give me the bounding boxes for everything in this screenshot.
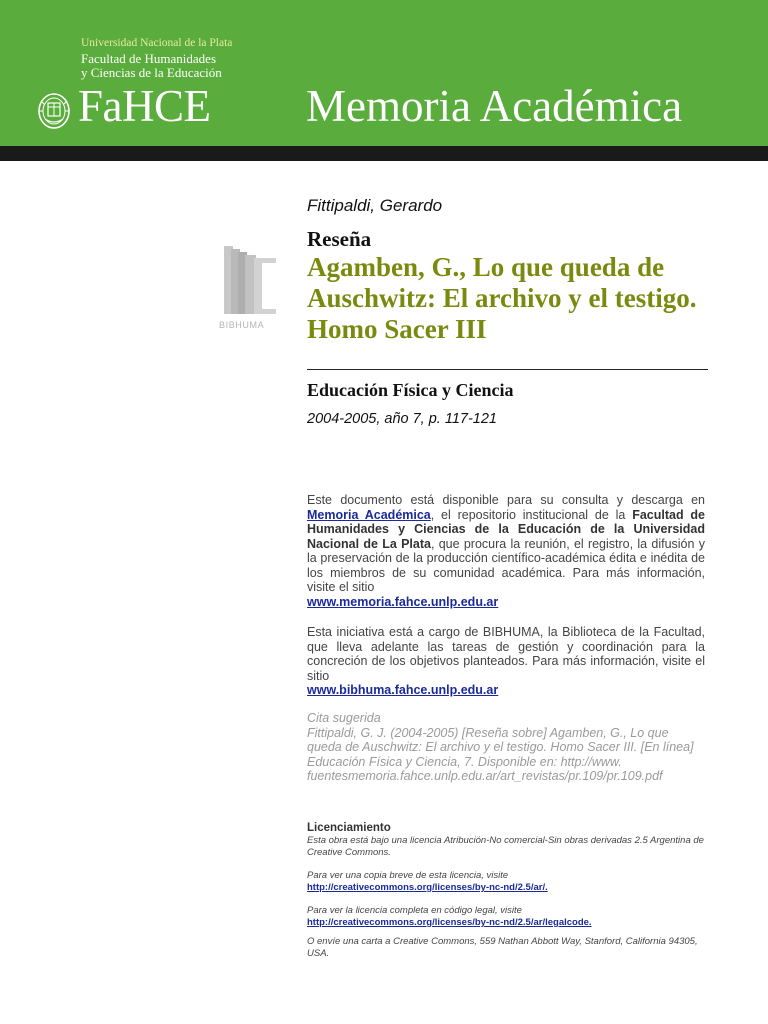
license-heading: Licenciamiento — [307, 822, 391, 834]
bibhuma-url-link[interactable]: www.bibhuma.fahce.unlp.edu.ar — [307, 683, 499, 697]
institution-name: Facultad de Humanidades y Ciencias de la Educación de la Universidad Nacional de La Plata — [307, 507, 705, 551]
license-section — [307, 822, 705, 960]
bibhuma-logo-text: BIBHUMA — [219, 320, 265, 330]
repository-title: Memoria Académica — [306, 81, 683, 131]
license-legalcode-link[interactable]: http://creativecommons.org/licenses/by-nc-nd/2.5/ar/legalcode. — [307, 917, 592, 928]
faculty-name-line1: Facultad de Humanidades — [81, 51, 217, 66]
document-type: Reseña — [307, 227, 372, 251]
license-mail-text: O envíe una carta a Creative Commons, 559 Nathan Abbott Way, Stanford, California 94305, USA. — [307, 936, 698, 959]
university-name: Universidad Nacional de la Plata — [81, 37, 233, 49]
publication-details: 2004-2005, año 7, p. 117-121 — [307, 411, 498, 427]
license-full-text: Para ver la licencia completa en código legal, visite — [307, 905, 522, 916]
author-name: Fittipaldi, Gerardo — [307, 196, 443, 215]
university-seal-icon — [36, 92, 72, 130]
journal-name: Educación Física y Ciencia — [307, 380, 514, 400]
fahce-brand: FaHCE — [78, 81, 211, 131]
availability-repo-text: , el repositorio institucional de la — [430, 507, 626, 522]
bibhuma-logo-icon — [218, 243, 284, 333]
faculty-name-line2: y Ciencias de la Educación — [81, 65, 222, 80]
memoria-academica-link[interactable]: Memoria Académica — [307, 507, 431, 522]
availability-purpose: , que procura la reunión, el registro, la difusión y la preservación de la producción científico-académica édita e inédita de los miembros de su comunidad académica. Para más información, visite el sitio — [307, 536, 705, 594]
license-short-text: Para ver una copia breve de esta licencia, visite — [307, 870, 509, 881]
availability-intro: Este documento está disponible para su consulta y descarga en — [307, 493, 705, 507]
memoria-url-link[interactable]: www.memoria.fahce.unlp.edu.ar — [307, 594, 499, 609]
header-band — [0, 0, 768, 146]
availability-paragraph — [307, 493, 705, 609]
citation-text: Fittipaldi, G. J. (2004-2005) [Reseña sobre] Agamben, G., Lo que queda de Auschwitz: El archivo y el testigo. Homo Sacer III. [En línea] Educación Física y Ciencia, 7. Disponible en: http://www. fuentesmemoria.fahce.unlp.edu.ar/art_revistas/pr.109/pr.109.pdf — [307, 725, 694, 783]
header-divider — [0, 146, 768, 161]
license-short-link[interactable]: http://creativecommons.org/licenses/by-nc-nd/2.5/ar/. — [307, 882, 548, 893]
title-divider — [307, 369, 708, 370]
citation-label: Cita sugerida — [307, 711, 381, 725]
license-description: Esta obra está bajo una licencia Atribución-No comercial-Sin obras derivadas 2.5 Argentina de Creative Commons. — [307, 835, 704, 858]
initiative-text: Esta iniciativa está a cargo de BIBHUMA, la Biblioteca de la Facultad, que lleva adelante las tareas de gestión y coordinación para la concreción de los objetivos planteados. Para más información, visite el sitio — [307, 625, 705, 683]
initiative-paragraph — [307, 625, 705, 698]
suggested-citation — [307, 711, 705, 784]
document-title: Agamben, G., Lo que queda de Auschwitz: El archivo y el testigo. Homo Sacer III — [307, 252, 697, 344]
